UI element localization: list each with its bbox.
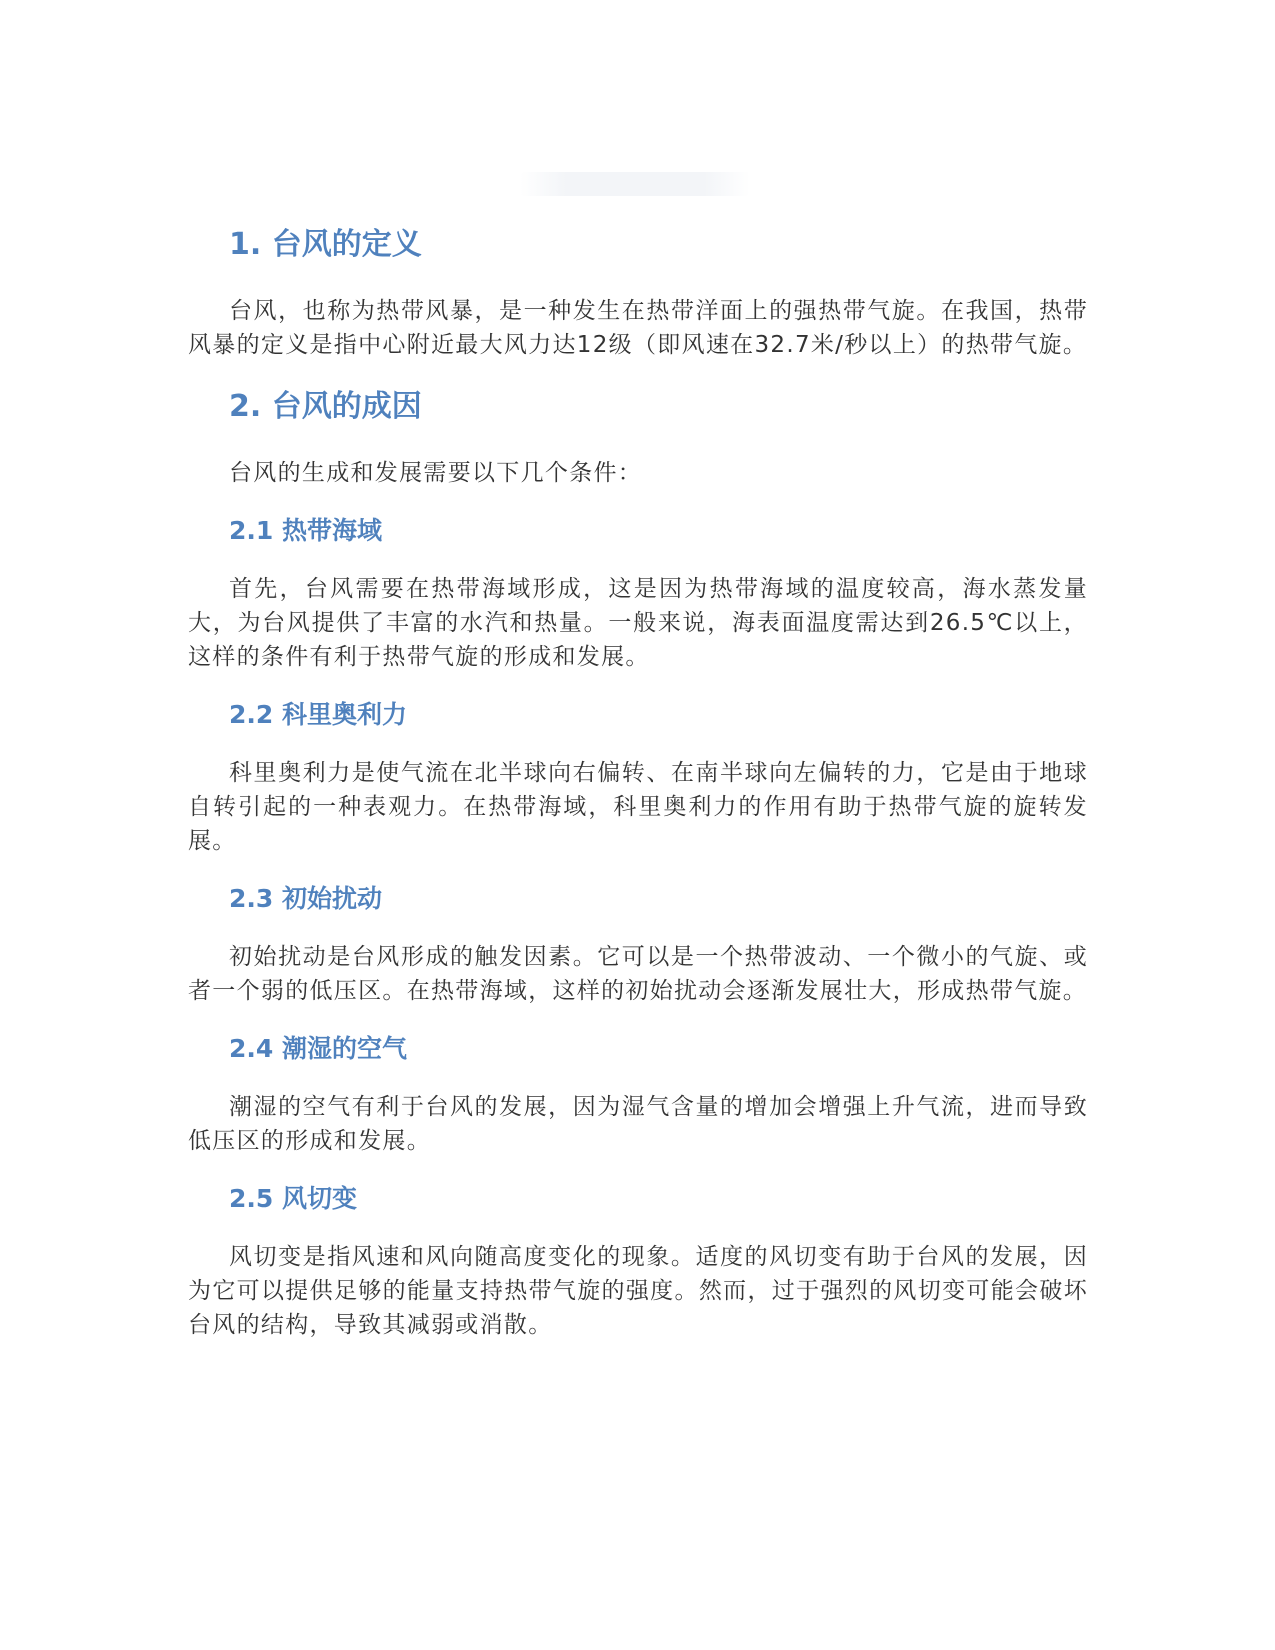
- heading-humid-air: 2.4 潮湿的空气: [229, 1034, 407, 1063]
- heading-coriolis-force: 2.2 科里奥利力: [229, 700, 407, 729]
- heading-initial-disturbance: 2.3 初始扰动: [229, 884, 382, 913]
- heading-tropical-waters: 2.1 热带海域: [229, 516, 382, 545]
- paragraph-causes-intro: 台风的生成和发展需要以下几个条件：: [229, 460, 643, 486]
- document-body: [188, 222, 1088, 1342]
- heading-typhoon-causes: 2. 台风的成因: [229, 389, 422, 424]
- heading-typhoon-definition: 1. 台风的定义: [229, 227, 422, 262]
- paragraph-wind-shear: 风切变是指风速和风向随高度变化的现象。适度的风切变有助于台风的发展，因为它可以提供足够的能量支持热带气旋的强度。然而，过于强烈的风切变可能会破坏台风的结构，导致其减弱或消散。: [188, 1244, 1088, 1338]
- paragraph-typhoon-definition: 台风，也称为热带风暴，是一种发生在热带洋面上的强热带气旋。在我国，热带风暴的定义是指中心附近最大风力达12级（即风速在32.7米/秒以上）的热带气旋。: [188, 298, 1088, 358]
- paragraph-coriolis-force: 科里奥利力是使气流在北半球向右偏转、在南半球向左偏转的力，它是由于地球自转引起的一种表观力。在热带海域，科里奥利力的作用有助于热带气旋的旋转发展。: [188, 760, 1088, 854]
- paragraph-humid-air: 潮湿的空气有利于台风的发展，因为湿气含量的增加会增强上升气流，进而导致低压区的形成和发展。: [188, 1094, 1088, 1154]
- paragraph-tropical-waters: 首先，台风需要在热带海域形成，这是因为热带海域的温度较高，海水蒸发量大，为台风提供了丰富的水汽和热量。一般来说，海表面温度需达到26.5℃以上，这样的条件有利于热带气旋的形成和发展。: [188, 576, 1088, 670]
- faint-title-placeholder: [520, 172, 750, 196]
- paragraph-initial-disturbance: 初始扰动是台风形成的触发因素。它可以是一个热带波动、一个微小的气旋、或者一个弱的低压区。在热带海域，这样的初始扰动会逐渐发展壮大，形成热带气旋。: [188, 944, 1088, 1004]
- heading-wind-shear: 2.5 风切变: [229, 1184, 357, 1213]
